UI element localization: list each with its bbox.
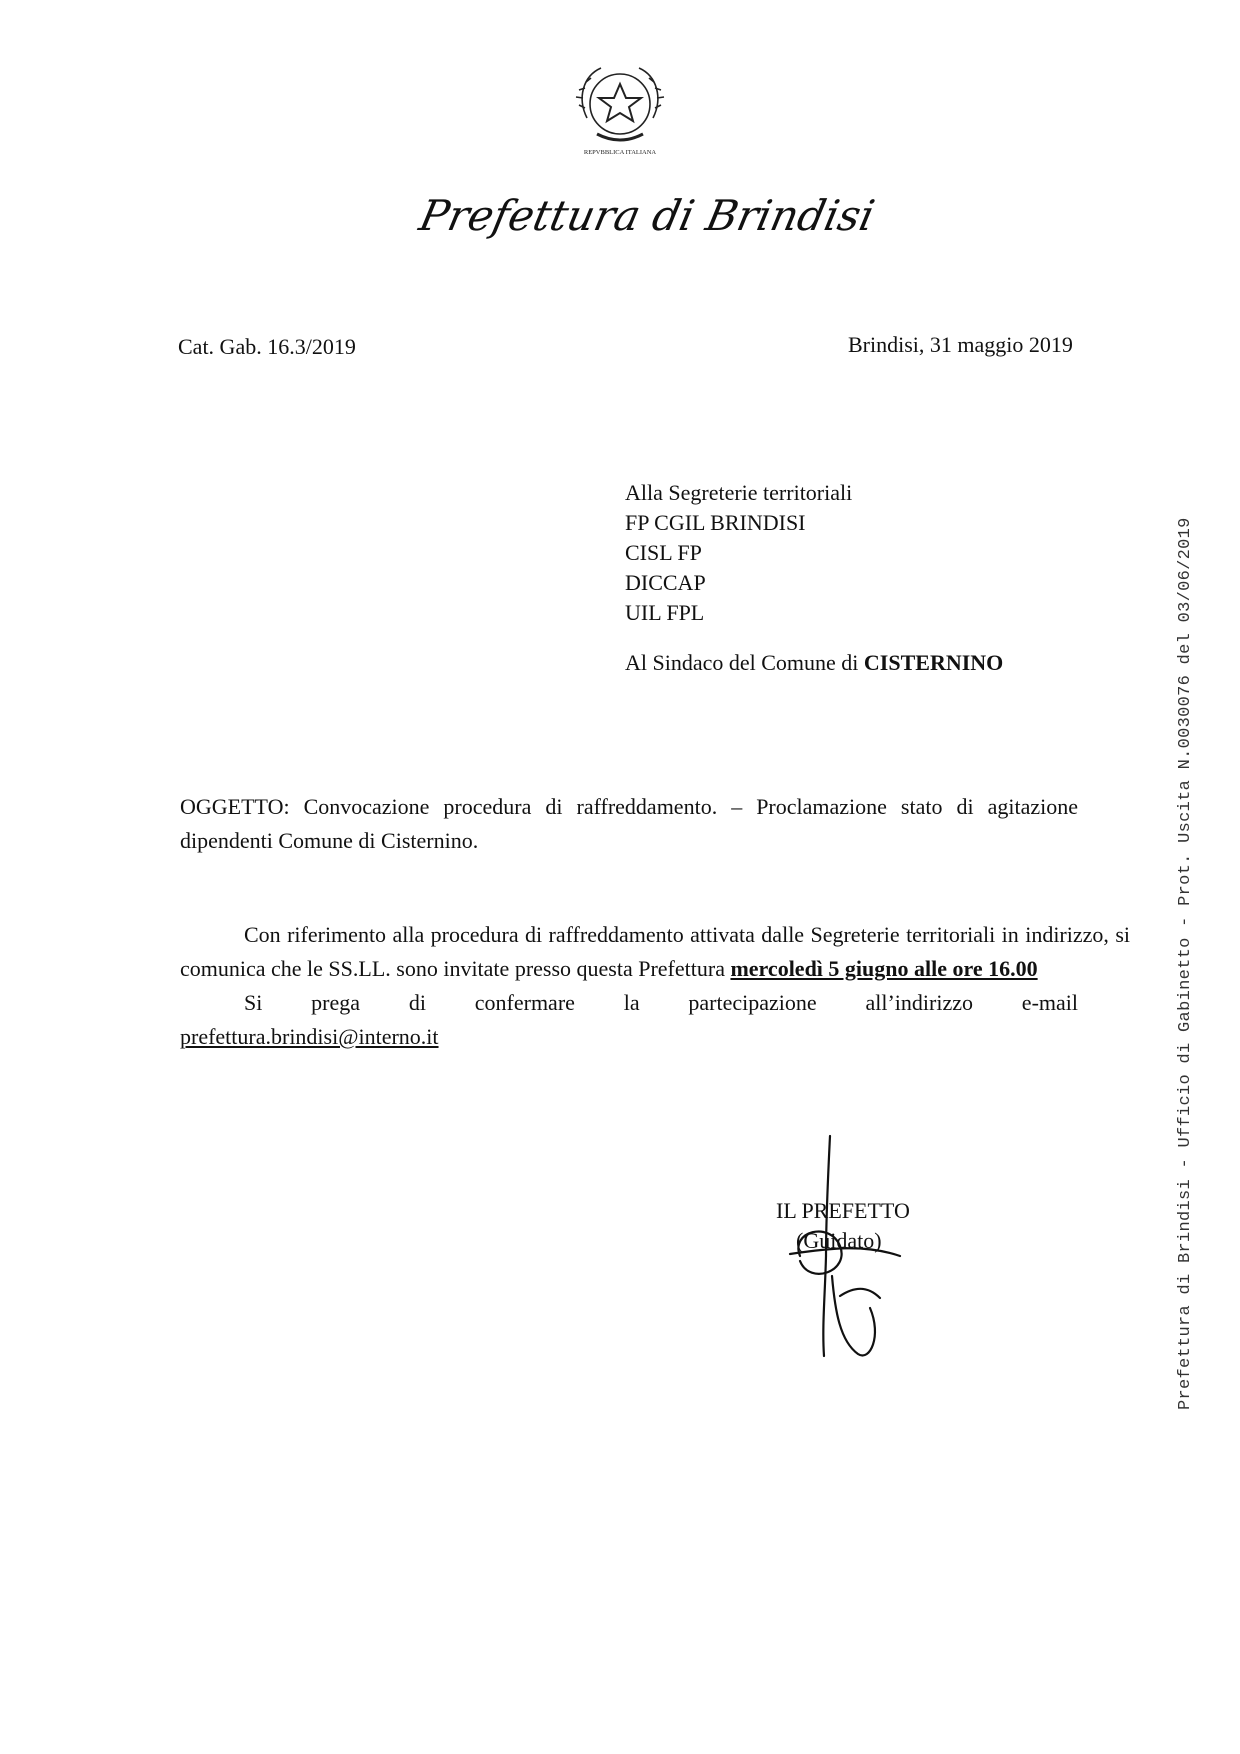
signatory-title: IL PREFETTO [776, 1198, 910, 1223]
body-paragraph [180, 918, 1130, 986]
signatory-status: (Guidato) [796, 1228, 882, 1253]
recipient-line: DICCAP [625, 570, 706, 595]
mayor-town: CISTERNINO [863, 650, 1004, 675]
letter-body [180, 918, 1130, 1054]
contact-email-link[interactable]: prefettura.brindisi@interno.it [180, 1024, 439, 1049]
office-name-text: Prefettura di Brindisi [415, 192, 879, 241]
italian-republic-emblem-icon [567, 58, 673, 158]
office-name-logotype [415, 178, 879, 258]
subject-line: OGGETTO: Convocazione procedura di raffreddamento. – Proclamazione stato di agitazione dipendenti Comune di Cisternino. [180, 794, 1078, 853]
meeting-datetime: mercoledì 5 giugno alle ore 16.00 [730, 956, 1038, 981]
emblem-motto: REPVBBLICA ITALIANA [583, 149, 657, 156]
recipient-line: UIL FPL [625, 600, 705, 625]
recipients-block [625, 478, 852, 628]
paragraph-text: Con riferimento alla procedura di raffreddamento attivata dalle Segreterie territoriali in indirizzo, si comunica che le SS.LL. sono invitate presso questa Prefettura [180, 922, 1130, 981]
confirm-paragraph: Si prega di confermare la partecipazione all’indirizzo e-mail [244, 990, 1078, 1015]
recipient-line: FP CGIL BRINDISI [625, 510, 806, 535]
protocol-stamp: Prefettura di Brindisi - Ufficio di Gabinetto - Prot. Uscita N.0030076 del 03/06/2019 [1176, 517, 1195, 1410]
place-date: Brindisi, 31 maggio 2019 [848, 332, 1073, 357]
mayor-prefix: Al Sindaco del Comune di [625, 650, 864, 675]
recipient-line: Alla Segreterie territoriali [625, 480, 853, 505]
protocol-number: Cat. Gab. 16.3/2019 [178, 334, 356, 359]
handwritten-signature-icon [770, 1136, 910, 1366]
recipient-line: CISL FP [625, 540, 702, 565]
mayor-recipient [625, 650, 1003, 676]
